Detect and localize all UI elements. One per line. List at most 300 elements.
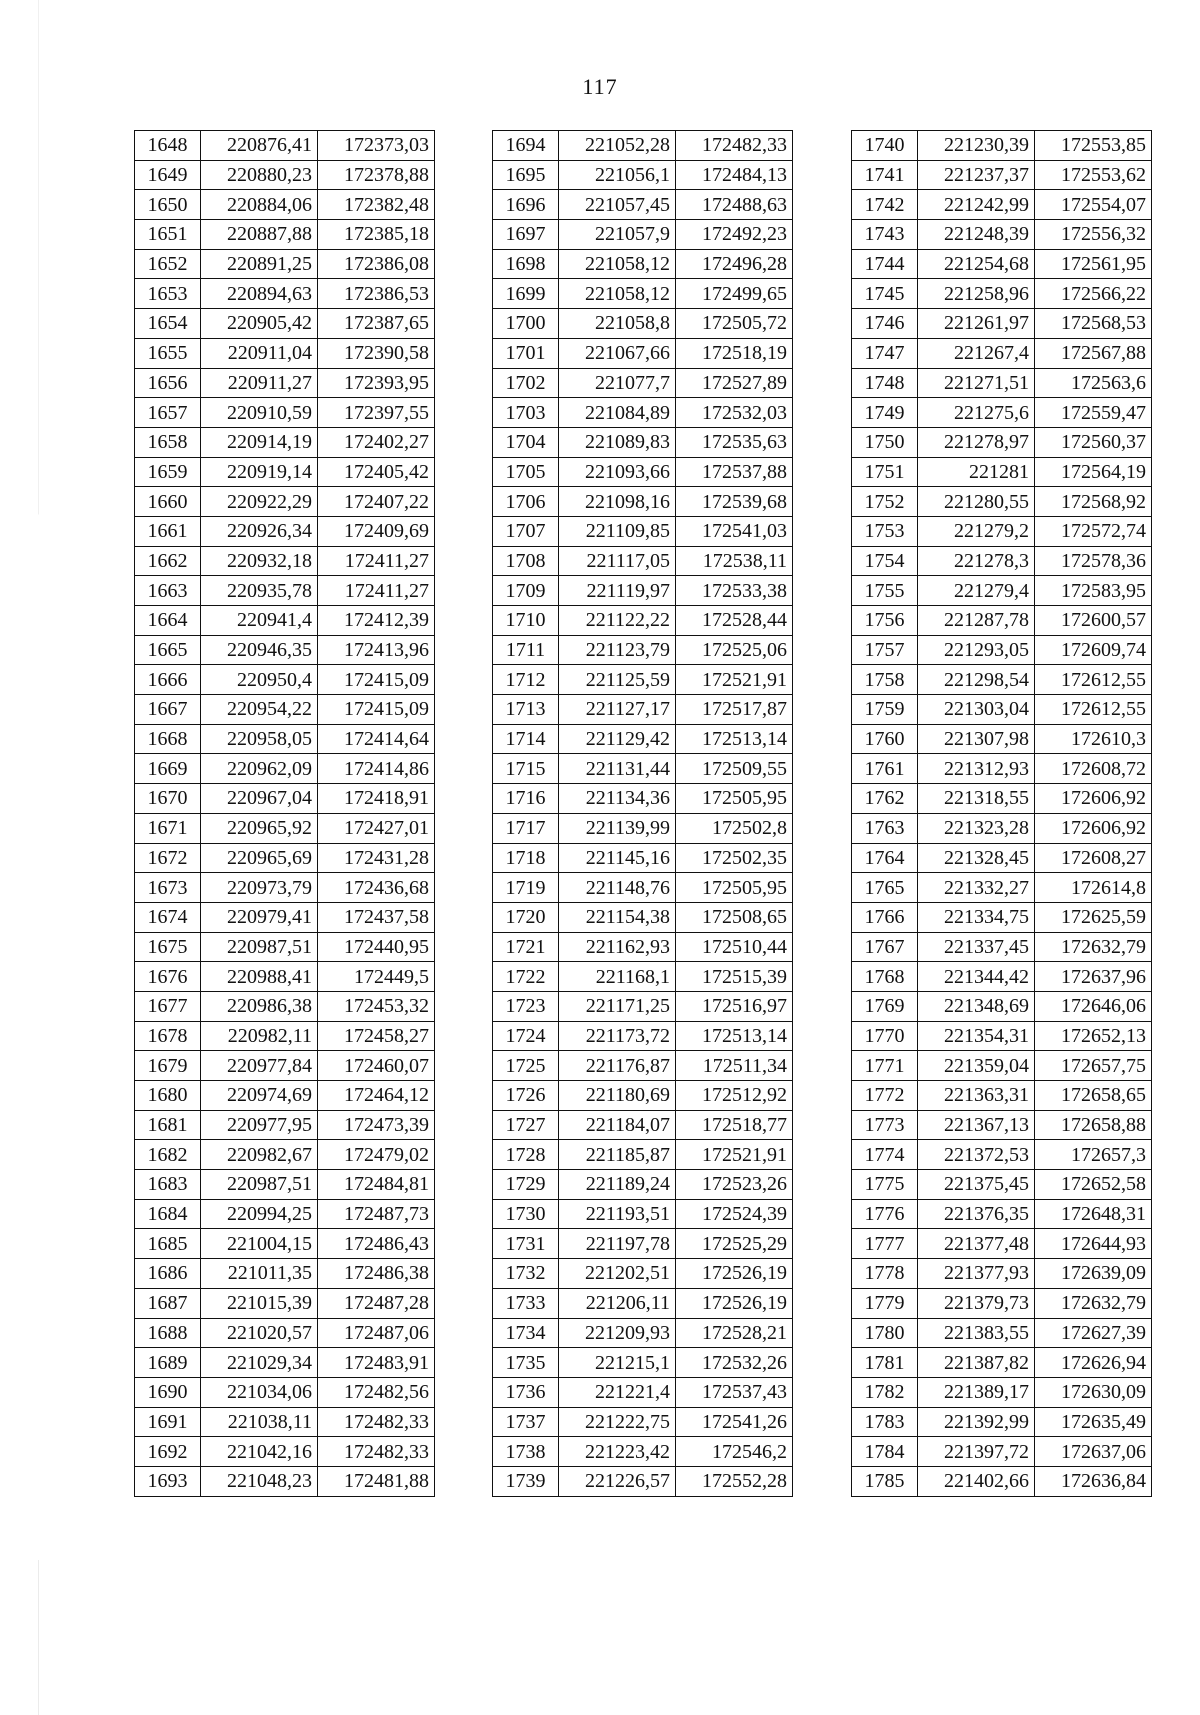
point-number-cell: 1755 — [852, 576, 918, 606]
point-number-cell: 1741 — [852, 160, 918, 190]
table-row — [493, 724, 793, 754]
table-row — [493, 873, 793, 903]
point-number-cell: 1761 — [852, 754, 918, 784]
y-coordinate-cell: 172431,28 — [318, 843, 435, 873]
point-number-cell: 1767 — [852, 932, 918, 962]
table-row — [493, 1199, 793, 1229]
x-coordinate-cell: 221402,66 — [918, 1466, 1035, 1496]
table-row — [135, 1407, 435, 1437]
y-coordinate-cell: 172639,09 — [1035, 1259, 1152, 1289]
x-coordinate-cell: 221093,66 — [559, 457, 676, 487]
x-coordinate-cell: 221271,51 — [918, 368, 1035, 398]
table-row — [135, 1199, 435, 1229]
y-coordinate-cell: 172481,88 — [318, 1466, 435, 1496]
point-number-cell: 1756 — [852, 606, 918, 636]
table-row — [135, 368, 435, 398]
y-coordinate-cell: 172525,06 — [676, 635, 793, 665]
y-coordinate-cell: 172541,26 — [676, 1407, 793, 1437]
table-row — [135, 635, 435, 665]
y-coordinate-cell: 172505,95 — [676, 784, 793, 814]
point-number-cell: 1710 — [493, 606, 559, 636]
x-coordinate-cell: 221222,75 — [559, 1407, 676, 1437]
coordinates-table-2 — [492, 130, 793, 1497]
x-coordinate-cell: 221280,55 — [918, 487, 1035, 517]
x-coordinate-cell: 221337,45 — [918, 932, 1035, 962]
table-row — [852, 516, 1152, 546]
point-number-cell: 1782 — [852, 1377, 918, 1407]
y-coordinate-cell: 172652,13 — [1035, 1021, 1152, 1051]
y-coordinate-cell: 172415,09 — [318, 665, 435, 695]
y-coordinate-cell: 172567,88 — [1035, 338, 1152, 368]
point-number-cell: 1722 — [493, 962, 559, 992]
table-row — [493, 398, 793, 428]
table-row — [135, 1229, 435, 1259]
point-number-cell: 1718 — [493, 843, 559, 873]
point-number-cell: 1649 — [135, 160, 201, 190]
table-row — [135, 1288, 435, 1318]
table-row — [135, 1110, 435, 1140]
x-coordinate-cell: 221129,42 — [559, 724, 676, 754]
table-row — [493, 902, 793, 932]
y-coordinate-cell: 172537,43 — [676, 1377, 793, 1407]
table-row — [852, 606, 1152, 636]
x-coordinate-cell: 221334,75 — [918, 902, 1035, 932]
table-row — [493, 1407, 793, 1437]
point-number-cell: 1695 — [493, 160, 559, 190]
point-number-cell: 1721 — [493, 932, 559, 962]
y-coordinate-cell: 172521,91 — [676, 665, 793, 695]
point-number-cell: 1691 — [135, 1407, 201, 1437]
point-number-cell: 1665 — [135, 635, 201, 665]
x-coordinate-cell: 221281 — [918, 457, 1035, 487]
x-coordinate-cell: 220910,59 — [201, 398, 318, 428]
x-coordinate-cell: 221162,93 — [559, 932, 676, 962]
table-row — [135, 160, 435, 190]
table-row — [135, 131, 435, 161]
point-number-cell: 1775 — [852, 1170, 918, 1200]
y-coordinate-cell: 172509,55 — [676, 754, 793, 784]
y-coordinate-cell: 172427,01 — [318, 813, 435, 843]
point-number-cell: 1747 — [852, 338, 918, 368]
table-row — [852, 1437, 1152, 1467]
y-coordinate-cell: 172487,73 — [318, 1199, 435, 1229]
x-coordinate-cell: 221383,55 — [918, 1318, 1035, 1348]
x-coordinate-cell: 221119,97 — [559, 576, 676, 606]
table-row — [852, 902, 1152, 932]
point-number-cell: 1768 — [852, 962, 918, 992]
x-coordinate-cell: 220973,79 — [201, 873, 318, 903]
x-coordinate-cell: 221354,31 — [918, 1021, 1035, 1051]
y-coordinate-cell: 172657,75 — [1035, 1051, 1152, 1081]
table-row — [493, 1110, 793, 1140]
table-row — [852, 724, 1152, 754]
table-row — [135, 487, 435, 517]
x-coordinate-cell: 221077,7 — [559, 368, 676, 398]
x-coordinate-cell: 221279,4 — [918, 576, 1035, 606]
y-coordinate-cell: 172373,03 — [318, 131, 435, 161]
y-coordinate-cell: 172658,65 — [1035, 1081, 1152, 1111]
point-number-cell: 1737 — [493, 1407, 559, 1437]
table-row — [493, 932, 793, 962]
point-number-cell: 1650 — [135, 190, 201, 220]
table-row — [493, 1021, 793, 1051]
x-coordinate-cell: 221254,68 — [918, 249, 1035, 279]
table-row — [493, 991, 793, 1021]
y-coordinate-cell: 172625,59 — [1035, 902, 1152, 932]
y-coordinate-cell: 172385,18 — [318, 220, 435, 250]
point-number-cell: 1728 — [493, 1140, 559, 1170]
y-coordinate-cell: 172566,22 — [1035, 279, 1152, 309]
y-coordinate-cell: 172378,88 — [318, 160, 435, 190]
point-number-cell: 1725 — [493, 1051, 559, 1081]
table-row — [852, 1229, 1152, 1259]
x-coordinate-cell: 220905,42 — [201, 309, 318, 339]
x-coordinate-cell: 220986,38 — [201, 991, 318, 1021]
y-coordinate-cell: 172409,69 — [318, 516, 435, 546]
table-row — [852, 1021, 1152, 1051]
table-row — [493, 220, 793, 250]
table-row — [493, 576, 793, 606]
x-coordinate-cell: 221392,99 — [918, 1407, 1035, 1437]
table-row — [852, 1199, 1152, 1229]
y-coordinate-cell: 172415,09 — [318, 695, 435, 725]
x-coordinate-cell: 221206,11 — [559, 1288, 676, 1318]
x-coordinate-cell: 221298,54 — [918, 665, 1035, 695]
point-number-cell: 1785 — [852, 1466, 918, 1496]
x-coordinate-cell: 221042,16 — [201, 1437, 318, 1467]
point-number-cell: 1781 — [852, 1348, 918, 1378]
y-coordinate-cell: 172418,91 — [318, 784, 435, 814]
table-row — [135, 1081, 435, 1111]
x-coordinate-cell: 221193,51 — [559, 1199, 676, 1229]
x-coordinate-cell: 221011,35 — [201, 1259, 318, 1289]
y-coordinate-cell: 172515,39 — [676, 962, 793, 992]
y-coordinate-cell: 172502,8 — [676, 813, 793, 843]
y-coordinate-cell: 172528,21 — [676, 1318, 793, 1348]
point-number-cell: 1769 — [852, 991, 918, 1021]
table-row — [852, 813, 1152, 843]
table-row — [493, 368, 793, 398]
y-coordinate-cell: 172572,74 — [1035, 516, 1152, 546]
table-row — [852, 398, 1152, 428]
table-row — [135, 665, 435, 695]
point-number-cell: 1675 — [135, 932, 201, 962]
x-coordinate-cell: 221058,12 — [559, 249, 676, 279]
y-coordinate-cell: 172405,42 — [318, 457, 435, 487]
point-number-cell: 1671 — [135, 813, 201, 843]
point-number-cell: 1699 — [493, 279, 559, 309]
x-coordinate-cell: 220958,05 — [201, 724, 318, 754]
point-number-cell: 1759 — [852, 695, 918, 725]
y-coordinate-cell: 172612,55 — [1035, 665, 1152, 695]
point-number-cell: 1672 — [135, 843, 201, 873]
y-coordinate-cell: 172473,39 — [318, 1110, 435, 1140]
point-number-cell: 1716 — [493, 784, 559, 814]
point-number-cell: 1712 — [493, 665, 559, 695]
x-coordinate-cell: 221344,42 — [918, 962, 1035, 992]
x-coordinate-cell: 221221,4 — [559, 1377, 676, 1407]
y-coordinate-cell: 172535,63 — [676, 427, 793, 457]
x-coordinate-cell: 220950,4 — [201, 665, 318, 695]
table-row — [135, 220, 435, 250]
y-coordinate-cell: 172518,77 — [676, 1110, 793, 1140]
point-number-cell: 1673 — [135, 873, 201, 903]
table-row — [493, 309, 793, 339]
y-coordinate-cell: 172523,26 — [676, 1170, 793, 1200]
table-row — [135, 843, 435, 873]
y-coordinate-cell: 172411,27 — [318, 576, 435, 606]
x-coordinate-cell: 220911,27 — [201, 368, 318, 398]
point-number-cell: 1661 — [135, 516, 201, 546]
y-coordinate-cell: 172526,19 — [676, 1288, 793, 1318]
table-row — [135, 1466, 435, 1496]
point-number-cell: 1726 — [493, 1081, 559, 1111]
page-number: 117 — [582, 74, 618, 99]
x-coordinate-cell: 220922,29 — [201, 487, 318, 517]
x-coordinate-cell: 221379,73 — [918, 1288, 1035, 1318]
table-row — [135, 398, 435, 428]
y-coordinate-cell: 172561,95 — [1035, 249, 1152, 279]
point-number-cell: 1720 — [493, 902, 559, 932]
y-coordinate-cell: 172502,35 — [676, 843, 793, 873]
y-coordinate-cell: 172610,3 — [1035, 724, 1152, 754]
y-coordinate-cell: 172532,03 — [676, 398, 793, 428]
x-coordinate-cell: 221048,23 — [201, 1466, 318, 1496]
y-coordinate-cell: 172541,03 — [676, 516, 793, 546]
table-row — [135, 932, 435, 962]
y-coordinate-cell: 172559,47 — [1035, 398, 1152, 428]
y-coordinate-cell: 172526,19 — [676, 1259, 793, 1289]
y-coordinate-cell: 172632,79 — [1035, 1288, 1152, 1318]
y-coordinate-cell: 172532,26 — [676, 1348, 793, 1378]
x-coordinate-cell: 221376,35 — [918, 1199, 1035, 1229]
point-number-cell: 1654 — [135, 309, 201, 339]
point-number-cell: 1685 — [135, 1229, 201, 1259]
point-number-cell: 1724 — [493, 1021, 559, 1051]
x-coordinate-cell: 220987,51 — [201, 1170, 318, 1200]
x-coordinate-cell: 221278,97 — [918, 427, 1035, 457]
y-coordinate-cell: 172609,74 — [1035, 635, 1152, 665]
x-coordinate-cell: 221171,25 — [559, 991, 676, 1021]
table-row — [493, 665, 793, 695]
table-row — [135, 962, 435, 992]
coordinates-table-3 — [851, 130, 1152, 1497]
x-coordinate-cell: 221098,16 — [559, 487, 676, 517]
point-number-cell: 1757 — [852, 635, 918, 665]
table-row — [135, 754, 435, 784]
x-coordinate-cell: 220954,22 — [201, 695, 318, 725]
point-number-cell: 1668 — [135, 724, 201, 754]
x-coordinate-cell: 220977,95 — [201, 1110, 318, 1140]
table-row — [493, 1288, 793, 1318]
x-coordinate-cell: 221359,04 — [918, 1051, 1035, 1081]
x-coordinate-cell: 220979,41 — [201, 902, 318, 932]
y-coordinate-cell: 172510,44 — [676, 932, 793, 962]
table-row — [852, 279, 1152, 309]
table-row — [135, 1348, 435, 1378]
y-coordinate-cell: 172393,95 — [318, 368, 435, 398]
y-coordinate-cell: 172606,92 — [1035, 813, 1152, 843]
y-coordinate-cell: 172556,32 — [1035, 220, 1152, 250]
y-coordinate-cell: 172578,36 — [1035, 546, 1152, 576]
x-coordinate-cell: 221067,66 — [559, 338, 676, 368]
x-coordinate-cell: 221125,59 — [559, 665, 676, 695]
y-coordinate-cell: 172487,06 — [318, 1318, 435, 1348]
table-row — [493, 338, 793, 368]
point-number-cell: 1774 — [852, 1140, 918, 1170]
point-number-cell: 1663 — [135, 576, 201, 606]
point-number-cell: 1652 — [135, 249, 201, 279]
table-row — [135, 813, 435, 843]
table-row — [852, 873, 1152, 903]
table-row — [493, 843, 793, 873]
point-number-cell: 1656 — [135, 368, 201, 398]
table-row — [852, 249, 1152, 279]
point-number-cell: 1658 — [135, 427, 201, 457]
x-coordinate-cell: 221168,1 — [559, 962, 676, 992]
x-coordinate-cell: 221038,11 — [201, 1407, 318, 1437]
x-coordinate-cell: 221275,6 — [918, 398, 1035, 428]
y-coordinate-cell: 172414,86 — [318, 754, 435, 784]
x-coordinate-cell: 220982,11 — [201, 1021, 318, 1051]
point-number-cell: 1744 — [852, 249, 918, 279]
point-number-cell: 1727 — [493, 1110, 559, 1140]
x-coordinate-cell: 220965,92 — [201, 813, 318, 843]
x-coordinate-cell: 220962,09 — [201, 754, 318, 784]
point-number-cell: 1708 — [493, 546, 559, 576]
point-number-cell: 1655 — [135, 338, 201, 368]
table-row — [852, 1051, 1152, 1081]
point-number-cell: 1688 — [135, 1318, 201, 1348]
point-number-cell: 1714 — [493, 724, 559, 754]
x-coordinate-cell: 221348,69 — [918, 991, 1035, 1021]
table-row — [135, 1377, 435, 1407]
point-number-cell: 1706 — [493, 487, 559, 517]
x-coordinate-cell: 221202,51 — [559, 1259, 676, 1289]
point-number-cell: 1680 — [135, 1081, 201, 1111]
x-coordinate-cell: 221197,78 — [559, 1229, 676, 1259]
point-number-cell: 1784 — [852, 1437, 918, 1467]
point-number-cell: 1677 — [135, 991, 201, 1021]
point-number-cell: 1743 — [852, 220, 918, 250]
point-number-cell: 1660 — [135, 487, 201, 517]
y-coordinate-cell: 172646,06 — [1035, 991, 1152, 1021]
table-row — [493, 962, 793, 992]
point-number-cell: 1732 — [493, 1259, 559, 1289]
x-coordinate-cell: 221058,12 — [559, 279, 676, 309]
point-number-cell: 1736 — [493, 1377, 559, 1407]
x-coordinate-cell: 221154,38 — [559, 902, 676, 932]
x-coordinate-cell: 221375,45 — [918, 1170, 1035, 1200]
y-coordinate-cell: 172437,58 — [318, 902, 435, 932]
y-coordinate-cell: 172436,68 — [318, 873, 435, 903]
point-number-cell: 1766 — [852, 902, 918, 932]
table-row — [852, 1170, 1152, 1200]
table-row — [852, 576, 1152, 606]
y-coordinate-cell: 172464,12 — [318, 1081, 435, 1111]
table-row — [135, 576, 435, 606]
y-coordinate-cell: 172658,88 — [1035, 1110, 1152, 1140]
point-number-cell: 1773 — [852, 1110, 918, 1140]
x-coordinate-cell: 220876,41 — [201, 131, 318, 161]
x-coordinate-cell: 221034,06 — [201, 1377, 318, 1407]
point-number-cell: 1651 — [135, 220, 201, 250]
x-coordinate-cell: 221397,72 — [918, 1437, 1035, 1467]
y-coordinate-cell: 172600,57 — [1035, 606, 1152, 636]
x-coordinate-cell: 220884,06 — [201, 190, 318, 220]
x-coordinate-cell: 221215,1 — [559, 1348, 676, 1378]
x-coordinate-cell: 221223,42 — [559, 1437, 676, 1467]
x-coordinate-cell: 221230,39 — [918, 131, 1035, 161]
point-number-cell: 1679 — [135, 1051, 201, 1081]
point-number-cell: 1740 — [852, 131, 918, 161]
point-number-cell: 1697 — [493, 220, 559, 250]
x-coordinate-cell: 221084,89 — [559, 398, 676, 428]
table-row — [493, 695, 793, 725]
x-coordinate-cell: 221261,97 — [918, 309, 1035, 339]
point-number-cell: 1682 — [135, 1140, 201, 1170]
point-number-cell: 1703 — [493, 398, 559, 428]
point-number-cell: 1711 — [493, 635, 559, 665]
y-coordinate-cell: 172505,95 — [676, 873, 793, 903]
x-coordinate-cell: 221278,3 — [918, 546, 1035, 576]
x-coordinate-cell: 220965,69 — [201, 843, 318, 873]
y-coordinate-cell: 172411,27 — [318, 546, 435, 576]
table-row — [852, 1110, 1152, 1140]
point-number-cell: 1704 — [493, 427, 559, 457]
point-number-cell: 1772 — [852, 1081, 918, 1111]
y-coordinate-cell: 172499,65 — [676, 279, 793, 309]
point-number-cell: 1733 — [493, 1288, 559, 1318]
y-coordinate-cell: 172512,92 — [676, 1081, 793, 1111]
y-coordinate-cell: 172486,43 — [318, 1229, 435, 1259]
y-coordinate-cell: 172402,27 — [318, 427, 435, 457]
y-coordinate-cell: 172644,93 — [1035, 1229, 1152, 1259]
x-coordinate-cell: 221134,36 — [559, 784, 676, 814]
x-coordinate-cell: 220919,14 — [201, 457, 318, 487]
y-coordinate-cell: 172606,92 — [1035, 784, 1152, 814]
x-coordinate-cell: 221185,87 — [559, 1140, 676, 1170]
point-number-cell: 1778 — [852, 1259, 918, 1289]
point-number-cell: 1693 — [135, 1466, 201, 1496]
x-coordinate-cell: 221056,1 — [559, 160, 676, 190]
table-row — [493, 249, 793, 279]
y-coordinate-cell: 172516,97 — [676, 991, 793, 1021]
y-coordinate-cell: 172528,44 — [676, 606, 793, 636]
point-number-cell: 1742 — [852, 190, 918, 220]
table-row — [493, 1348, 793, 1378]
table-row — [135, 338, 435, 368]
table-row — [852, 1081, 1152, 1111]
point-number-cell: 1764 — [852, 843, 918, 873]
table-row — [852, 309, 1152, 339]
y-coordinate-cell: 172482,33 — [318, 1437, 435, 1467]
table-row — [493, 1318, 793, 1348]
point-number-cell: 1707 — [493, 516, 559, 546]
table-row — [852, 754, 1152, 784]
x-coordinate-cell: 220987,51 — [201, 932, 318, 962]
table-row — [493, 516, 793, 546]
x-coordinate-cell: 220926,34 — [201, 516, 318, 546]
point-number-cell: 1730 — [493, 1199, 559, 1229]
y-coordinate-cell: 172560,37 — [1035, 427, 1152, 457]
point-number-cell: 1763 — [852, 813, 918, 843]
table-row — [135, 1437, 435, 1467]
x-coordinate-cell: 221318,55 — [918, 784, 1035, 814]
table-row — [135, 279, 435, 309]
x-coordinate-cell: 221377,93 — [918, 1259, 1035, 1289]
y-coordinate-cell: 172387,65 — [318, 309, 435, 339]
